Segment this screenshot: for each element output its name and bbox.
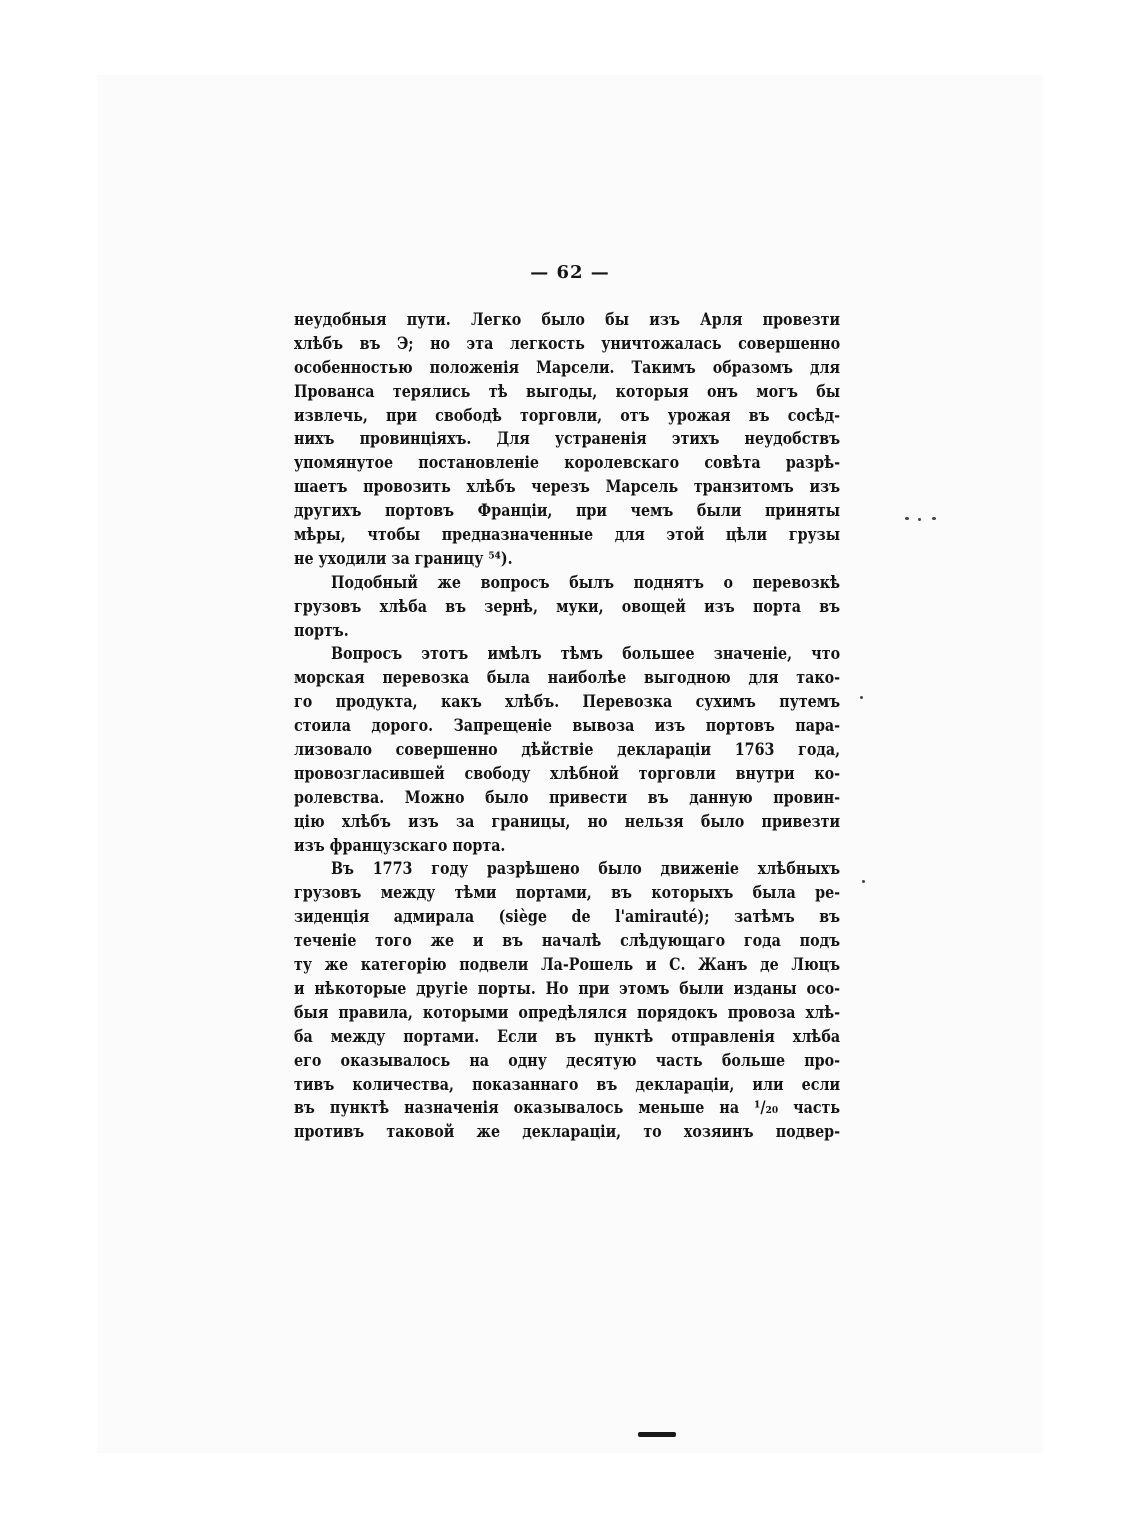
ink-speck	[860, 696, 863, 699]
text-line: зиденція адмирала (siège de l'amirauté); затѣмъ въ	[294, 906, 841, 927]
body-text	[294, 308, 840, 1144]
ink-speck	[932, 517, 936, 520]
text-line: теченіе того же и въ началѣ слѣдующаго года подъ	[294, 930, 841, 951]
text-line: морская перевозка была наиболѣе выгодною для тако-	[294, 667, 841, 688]
text-line: мѣры, чтобы предназначенные для этой цѣли грузы	[294, 524, 841, 545]
ink-speck	[918, 518, 921, 521]
text-line: и нѣкоторые другіе порты. Но при этомъ были изданы осо-	[294, 977, 841, 998]
text-line: стоила дорого. Запрещеніе вывоза изъ портовъ пара-	[294, 715, 841, 736]
text-line: особенностью положенія Марсели. Такимъ образомъ для	[294, 356, 841, 377]
text-line: другихъ портовъ Франціи, при чемъ были приняты	[294, 500, 841, 521]
text-line: Прованса терялись тѣ выгоды, которыя онъ могъ бы	[294, 380, 841, 401]
text-line: извлечь, при свободѣ торговли, отъ урожая въ сосѣд-	[294, 404, 841, 425]
text-line: не уходили за границу ⁵⁴).	[294, 547, 513, 568]
text-line: цію хлѣбъ изъ за границы, но нельзя было привезти	[294, 810, 841, 831]
text-line: ба между портами. Если въ пунктѣ отправленія хлѣба	[294, 1025, 841, 1046]
text-line: лизовало совершенно дѣйствіе деклараціи 1763 года,	[294, 739, 841, 760]
text-line: Подобный же вопросъ былъ поднятъ о перевозкѣ	[330, 571, 841, 592]
text-line: изъ французскаго порта.	[294, 834, 506, 855]
text-line: въ пунктѣ назначенія оказывалось меньше на ¹/₂₀ часть	[294, 1097, 841, 1118]
page-number: — 62 —	[530, 262, 610, 283]
text-line: грузовъ между тѣми портами, въ которыхъ была ре-	[294, 882, 841, 903]
text-line: его оказывалось на одну десятую часть больше про-	[294, 1049, 841, 1070]
text-line: шаетъ провозить хлѣбъ черезъ Марсель транзитомъ изъ	[294, 476, 841, 497]
ink-speck	[862, 880, 865, 883]
bottom-ink-mark	[638, 1432, 676, 1437]
text-line: Вопросъ этотъ имѣлъ тѣмъ большее значеніе, что	[330, 643, 841, 664]
text-line: неудобныя пути. Легко было бы изъ Арля провезти	[294, 309, 841, 329]
text-line: быя правила, которыми опредѣлялся порядокъ провоза хлѣ-	[294, 1001, 841, 1022]
text-line: хлѣбъ въ Э; но эта легкость уничтожалась совершенно	[294, 332, 841, 353]
text-line: упомянутое постановленіе королевскаго совѣта разрѣ-	[294, 452, 841, 473]
ink-speck	[905, 517, 909, 520]
text-line: тивъ количества, показаннаго въ деклараціи, или если	[294, 1073, 841, 1094]
text-line: ролевства. Можно было привести въ данную провин-	[294, 786, 841, 807]
text-line: портъ.	[294, 619, 349, 640]
text-line: ту же категорію подвели Ла-Рошель и С. Жанъ де Люцъ	[294, 954, 841, 975]
text-line: Въ 1773 году разрѣшено было движеніе хлѣбныхъ	[330, 858, 841, 879]
text-line: грузовъ хлѣба въ зернѣ, муки, овощей изъ порта въ	[294, 595, 841, 616]
text-line: противъ таковой же деклараціи, то хозяинъ подвер-	[294, 1121, 841, 1142]
text-line: го продукта, какъ хлѣбъ. Перевозка сухимъ путемъ	[294, 691, 841, 712]
text-line: провозгласившей свободу хлѣбной торговли внутри ко-	[294, 762, 841, 783]
text-line: нихъ провинціяхъ. Для устраненія этихъ неудобствъ	[294, 428, 841, 449]
